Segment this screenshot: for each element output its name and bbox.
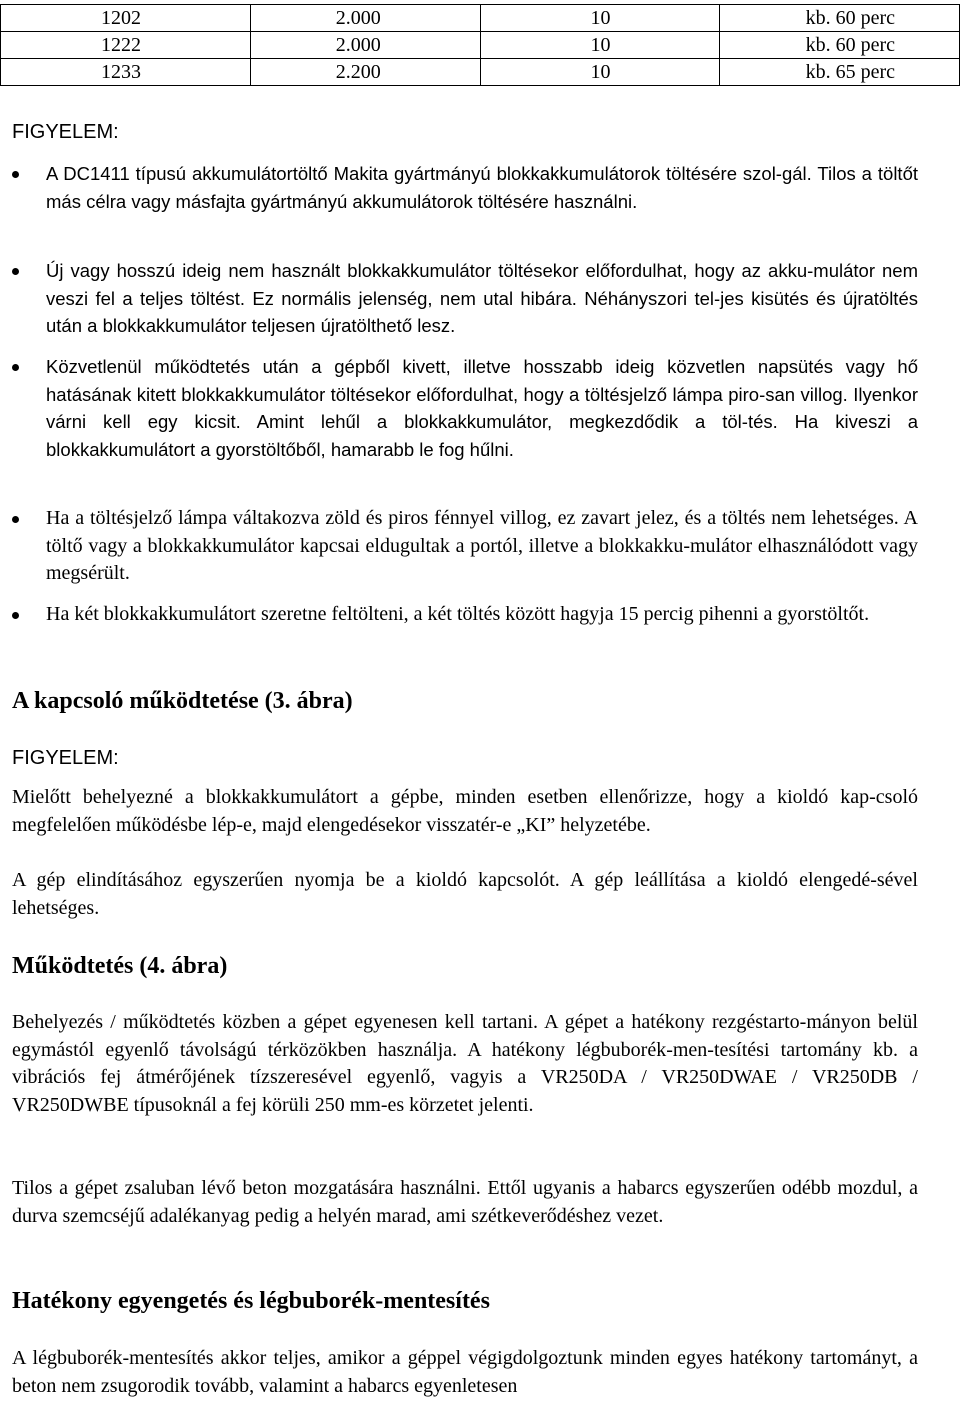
- table-cell-count: 10: [480, 5, 720, 32]
- table-row: [1, 59, 960, 86]
- bullet-text: Ha a töltésjelző lámpa váltakozva zöld és piros fénnyel villog, ez zavart jelez, és a töltés nem lehetséges. A töltő vagy a blokkakkumulátor kapcsai eldugultak a portól, illetve a blokkakku-mulátor elhasználódott vagy megsérült.: [46, 507, 918, 584]
- table-cell-time: kb. 60 perc: [720, 32, 960, 59]
- bullet-text: A DC1411 típusú akkumulátortöltő Makita gyártmányú blokkakkumulátorok töltésére szol-gál. Tilos a töltőt más célra vagy másfajta gyártmányú akkumulátorok töltésére használni.: [46, 163, 918, 212]
- list-item: [12, 353, 918, 463]
- bullet-icon: [12, 516, 19, 523]
- table-cell-count: 10: [480, 32, 720, 59]
- table-cell-value: 2.000: [250, 5, 480, 32]
- table-cell-value: 2.000: [250, 32, 480, 59]
- paragraph: Tilos a gépet zsaluban lévő beton mozgatására használni. Ettől ugyanis a habarcs egyszerűen odébb mozdul, a durva szemcséjű adalékanyag pedig a helyén marad, ami szétkeverődéshez vezet.: [12, 1177, 918, 1227]
- bullet-icon: [12, 268, 19, 275]
- bullet-text: Közvetlenül működtetés után a gépből kivett, illetve hosszabb ideig közvetlen napsütés vagy hő hatásának kitett blokkakkumulátor töltésekor előfordulhat, hogy a töltésjelző lámpa piro-san villog. Ilyenkor várni kell egy kicsit. Amint lehűl a blokkakkumulátor, megkezdődik a töl-tés. Ha kiveszi a blokkakkumulátort a gyorstöltőből, hamarabb le fog hűlni.: [46, 356, 918, 460]
- bullet-icon: [12, 612, 19, 619]
- list-item: [12, 160, 918, 215]
- warning-label: FIGYELEM:: [12, 747, 119, 769]
- table-row: [1, 32, 960, 59]
- warning-label: FIGYELEM:: [12, 121, 119, 143]
- paragraph: Mielőtt behelyezné a blokkakkumulátort a gépbe, minden esetben ellenőrizze, hogy a kioldó kap-csoló megfelelően működésbe lép-e, majd elengedésekor visszatér-e „KI” helyzetébe.: [12, 786, 918, 836]
- paragraph: A légbuborék-mentesítés akkor teljes, amikor a géppel végigdolgoztunk minden egyes hatékony tartományt, a beton nem zsugorodik tovább, valamint a habarcs egyenletesen: [12, 1347, 918, 1397]
- bullet-text: Ha két blokkakkumulátort szeretne feltölteni, a két töltés között hagyja 15 percig pihenni a gyorstöltőt.: [46, 603, 870, 625]
- charging-time-table: [0, 4, 960, 86]
- bullet-icon: [12, 364, 19, 371]
- section-heading: Hatékony egyengetés és légbuborék-mentesítés: [12, 1288, 490, 1314]
- list-item: [12, 601, 918, 629]
- table-cell-model: 1222: [1, 32, 251, 59]
- table-cell-count: 10: [480, 59, 720, 86]
- paragraph: A gép elindításához egyszerűen nyomja be a kioldó kapcsolót. A gép leállítása a kioldó elengedé-sével lehetséges.: [12, 869, 918, 919]
- list-item: [12, 505, 918, 588]
- bullet-icon: [12, 171, 19, 178]
- section-heading: Működtetés (4. ábra): [12, 953, 228, 979]
- table-cell-time: kb. 65 perc: [720, 59, 960, 86]
- paragraph: Behelyezés / működtetés közben a gépet egyenesen kell tartani. A gépet a hatékony rezgéstarto-mányon belül egymástól egyenlő távolságú térközökben használja. A hatékony légbuborék-men-tesítési tartomány kb. a vibrációs fej átmérőjének tízszeresével egyenlő, vagyis a VR250DA / VR250DWAE / VR250DB / VR250DWBE típusoknál a fej körüli 250 mm-es körzetet jelenti.: [12, 1011, 918, 1116]
- table-cell-model: 1233: [1, 59, 251, 86]
- list-item: [12, 257, 918, 340]
- table-row: [1, 5, 960, 32]
- bullet-text: Új vagy hosszú ideig nem használt blokkakkumulátor töltésekor előfordulhat, hogy az akku-mulátor nem veszi fel a teljes töltést. Ez normális jelenség, nem utal hibára. Néhányszori tel-jes kisütés és újratöltés után a blokkakkumulátor teljesen újratölthető lesz.: [46, 260, 918, 336]
- table-cell-value: 2.200: [250, 59, 480, 86]
- section-heading: A kapcsoló működtetése (3. ábra): [12, 688, 353, 714]
- table-cell-model: 1202: [1, 5, 251, 32]
- table-cell-time: kb. 60 perc: [720, 5, 960, 32]
